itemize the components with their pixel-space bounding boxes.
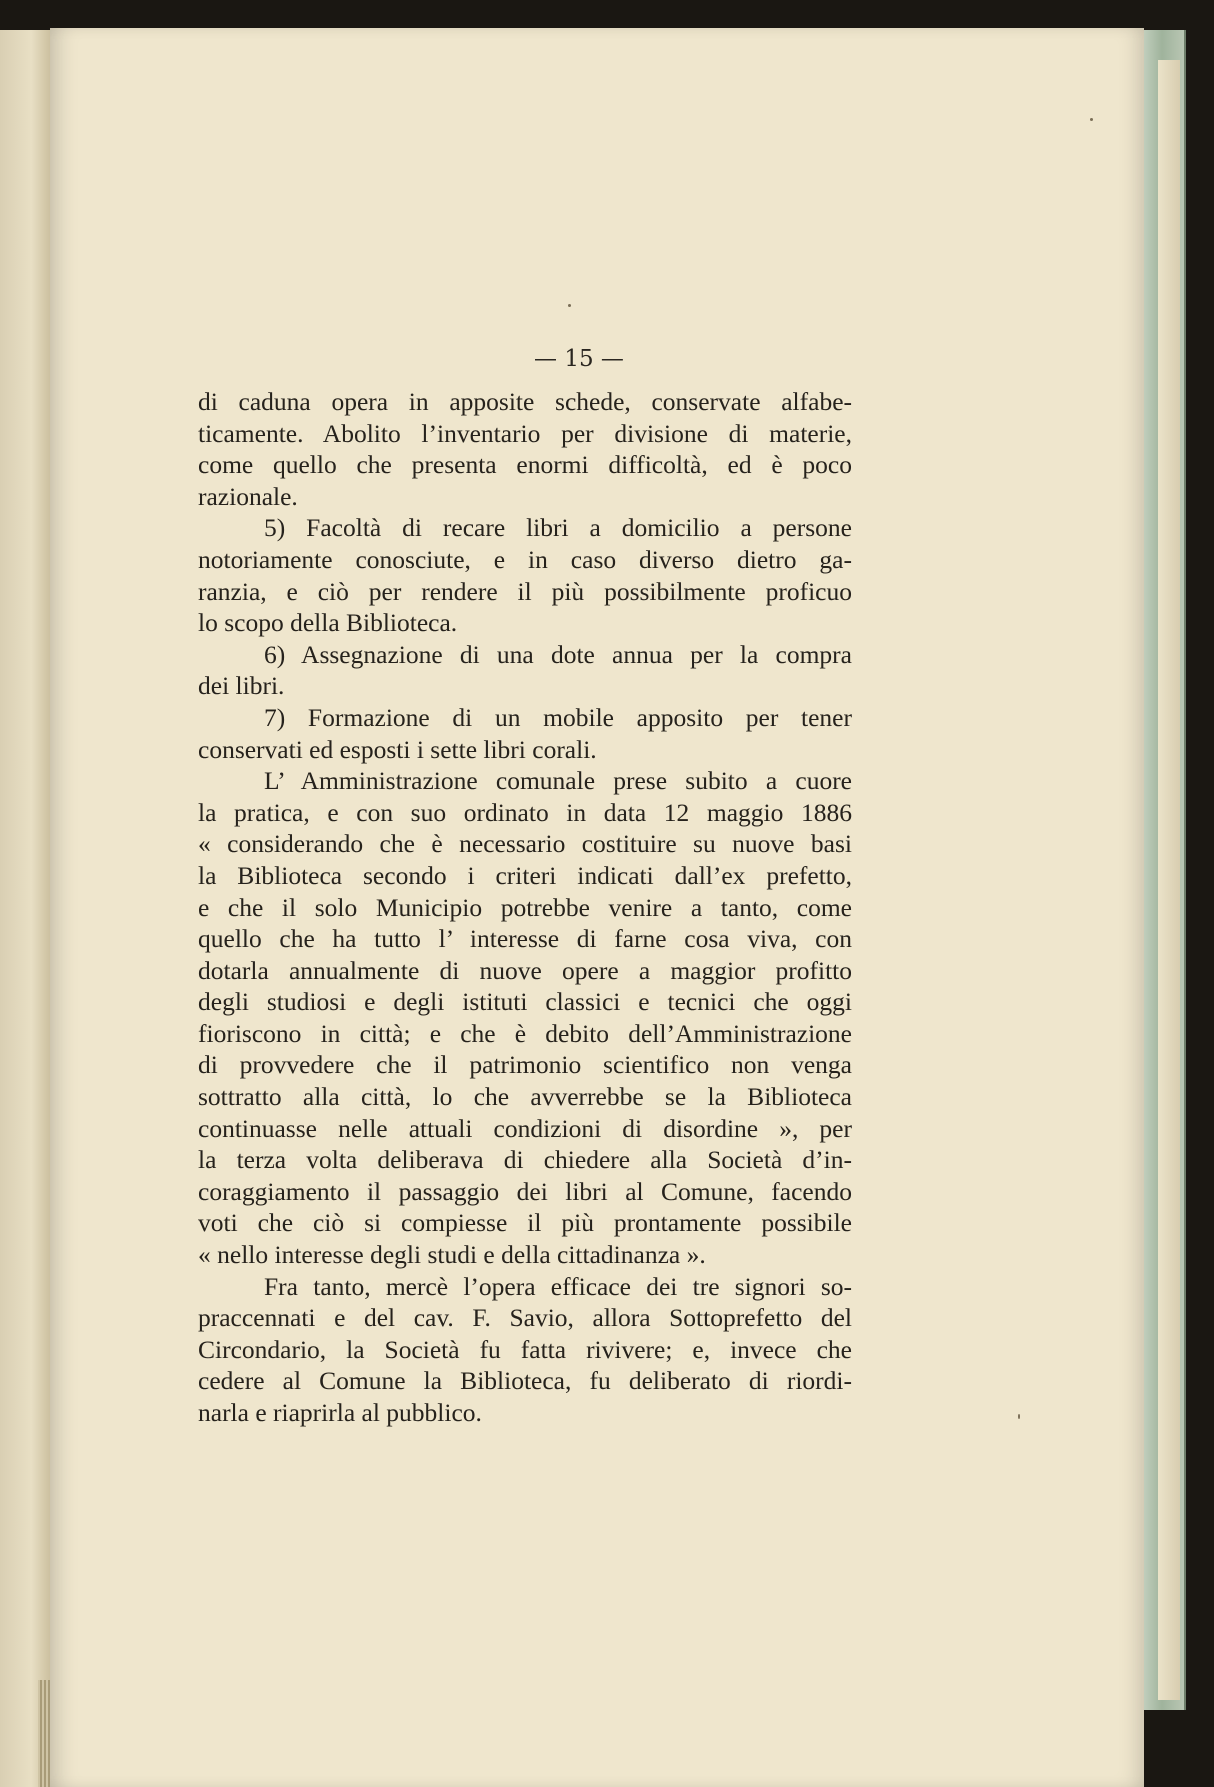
text-line: fioriscono in città; e che è debito dell’Amministrazione bbox=[198, 1018, 852, 1048]
text-line: praccennati e del cav. F. Savio, allora Sottoprefetto del bbox=[198, 1303, 852, 1333]
text-line: Fra tanto, mercè l’opera efficace dei tre signori so- bbox=[264, 1271, 852, 1301]
text-line: quello che ha tutto l’ interesse di farne cosa viva, con bbox=[198, 924, 852, 954]
text-line: la terza volta deliberava di chiedere alla Società d’in- bbox=[198, 1145, 852, 1175]
text-line: cedere al Comune la Biblioteca, fu deliberato di riordi- bbox=[198, 1366, 852, 1396]
text-line: « considerando che è necessario costituire su nuove basi bbox=[198, 829, 852, 859]
page-number: — 15 — bbox=[534, 346, 624, 372]
text-line: Circondario, la Società fu fatta rivivere; e, invece che bbox=[198, 1334, 852, 1364]
text-line: dotarla annualmente di nuove opere a maggior profitto bbox=[198, 955, 852, 985]
text-line: di provvedere che il patrimonio scientifico non venga bbox=[198, 1050, 852, 1080]
text-line: « nello interesse degli studi e della cittadinanza ». bbox=[198, 1240, 706, 1270]
text-line: la Biblioteca secondo i criteri indicati dall’ex prefetto, bbox=[198, 860, 852, 890]
text-line: conservati ed esposti i sette libri corali. bbox=[198, 734, 597, 764]
paper-speck bbox=[1090, 118, 1093, 121]
text-line: razionale. bbox=[198, 481, 298, 511]
left-page-edge bbox=[0, 30, 53, 1787]
text-line: 5) Facoltà di recare libri a domicilio a persone bbox=[264, 513, 852, 543]
paper-speck bbox=[568, 304, 571, 307]
text-line: coraggiamento il passaggio dei libri al Comune, facendo bbox=[198, 1176, 852, 1206]
paper-speck bbox=[1018, 1414, 1020, 1419]
text-line: di caduna opera in apposite schede, conservate alfabe- bbox=[198, 387, 852, 416]
text-line: e che il solo Municipio potrebbe venire a tanto, come bbox=[198, 892, 852, 922]
text-line: narla e riaprirla al pubblico. bbox=[198, 1398, 482, 1427]
text-line: 6) Assegnazione di una dote annua per la compra bbox=[264, 639, 852, 669]
page-stack-edge bbox=[1158, 60, 1180, 1700]
text-line: notoriamente conosciute, e in caso diverso dietro ga- bbox=[198, 544, 852, 574]
text-line: ranzia, e ciò per rendere il più possibilmente proficuo bbox=[198, 576, 852, 606]
text-line: voti che ciò si compiesse il più prontamente possibile bbox=[198, 1208, 852, 1238]
text-line: lo scopo della Biblioteca. bbox=[198, 608, 458, 638]
body-text bbox=[198, 386, 852, 1429]
text-line: come quello che presenta enormi difficoltà, ed è poco bbox=[198, 450, 852, 480]
text-line: ticamente. Abolito l’inventario per divisione di materie, bbox=[198, 418, 852, 448]
text-line: sottratto alla città, lo che avverrebbe se la Biblioteca bbox=[198, 1082, 852, 1112]
text-line: dei libri. bbox=[198, 671, 285, 701]
text-line: L’ Amministrazione comunale prese subito a cuore bbox=[264, 766, 852, 796]
text-line: continuasse nelle attuali condizioni di disordine », per bbox=[198, 1113, 852, 1143]
text-line: 7) Formazione di un mobile apposito per tener bbox=[264, 702, 852, 732]
text-line: degli studiosi e degli istituti classici e tecnici che oggi bbox=[198, 987, 852, 1017]
text-line: la pratica, e con suo ordinato in data 12 maggio 1886 bbox=[198, 797, 852, 827]
